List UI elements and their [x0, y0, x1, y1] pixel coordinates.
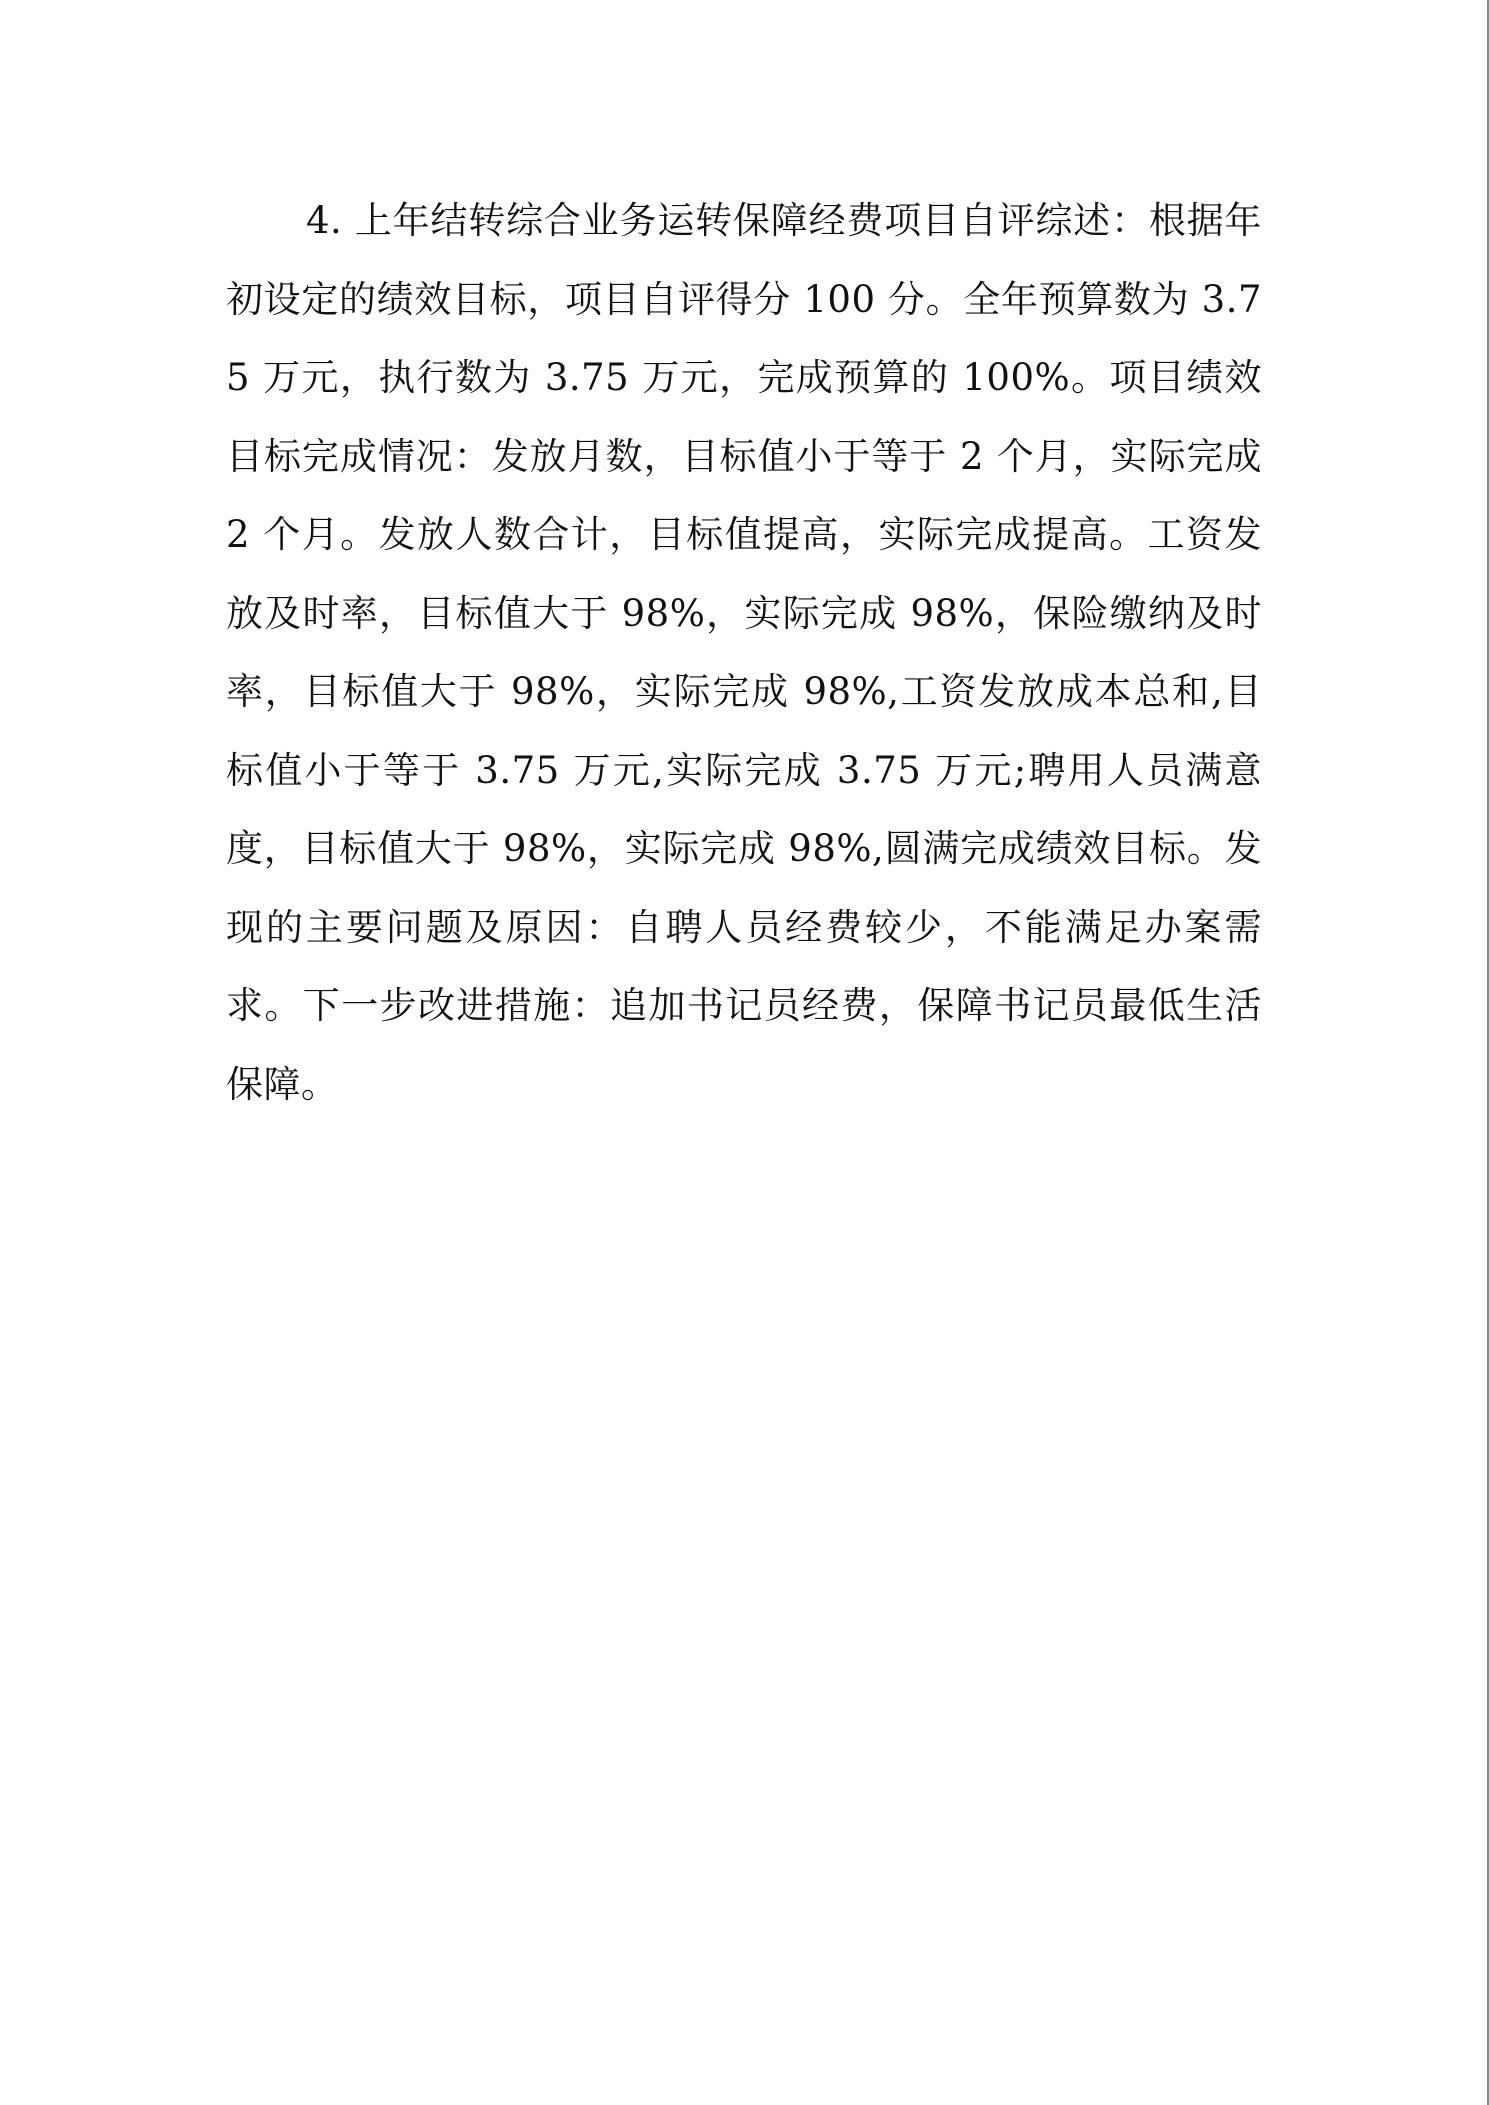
document-body	[226, 182, 1262, 1124]
paragraph-project-self-evaluation: 4. 上年结转综合业务运转保障经费项目自评综述：根据年初设定的绩效目标，项目自评得分 100 分。全年预算数为 3.75 万元，执行数为 3.75 万元，完成预算的 100%。项目绩效目标完成情况：发放月数，目标值小于等于 2 个月，实际完成 2 个月。发放人数合计，目标值提高，实际完成提高。工资发放及时率，目标值大于 98%，实际完成 98%，保险缴纳及时率，目标值大于 98%，实际完成 98%,工资发放成本总和,目标值小于等于 3.75 万元,实际完成 3.75 万元;聘用人员满意度，目标值大于 98%，实际完成 98%,圆满完成绩效目标。发现的主要问题及原因：自聘人员经费较少，不能满足办案需求。下一步改进措施：追加书记员经费，保障书记员最低生活保障。	[226, 199, 1262, 1106]
